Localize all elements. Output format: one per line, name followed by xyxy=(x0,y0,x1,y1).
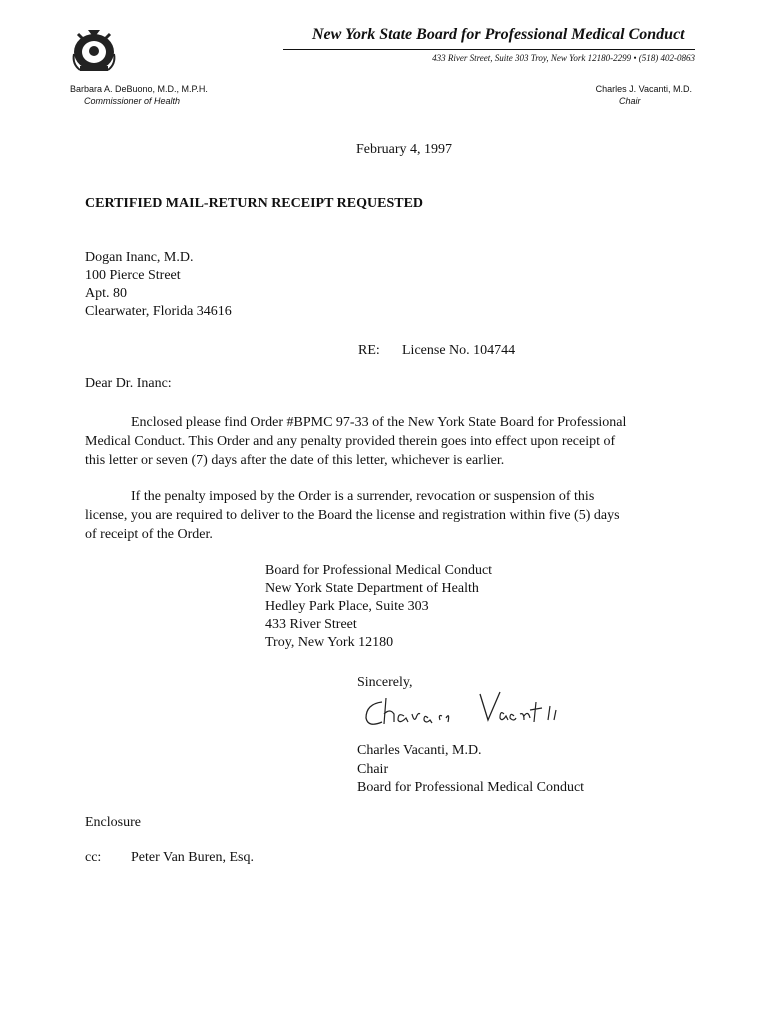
recipient-city: Clearwater, Florida 34616 xyxy=(85,304,232,319)
letter-date: February 4, 1997 xyxy=(356,142,453,157)
certified-mail-heading: CERTIFIED MAIL-RETURN RECEIPT REQUESTED xyxy=(85,196,424,211)
board-name: New York State Board for Professional Medical Conduct xyxy=(312,26,685,43)
letterhead-rule xyxy=(283,49,695,50)
paragraph-line: of receipt of the Order. xyxy=(85,527,213,542)
chair-name: Charles J. Vacanti, M.D. xyxy=(595,84,692,94)
paragraph-line: Enclosed please find Order #BPMC 97-33 of the New York State Board for Professional xyxy=(131,415,627,430)
paragraph-line: Medical Conduct. This Order and any penalty provided therein goes into effect upon receipt of xyxy=(85,434,616,449)
recipient-street: 100 Pierce Street xyxy=(85,268,181,283)
recipient-name: Dogan Inanc, M.D. xyxy=(85,250,194,265)
paragraph-line: If the penalty imposed by the Order is a surrender, revocation or suspension of this xyxy=(131,489,595,504)
closing: Sincerely, xyxy=(357,675,413,690)
delivery-address-line: Board for Professional Medical Conduct xyxy=(265,563,493,578)
paragraph-line: this letter or seven (7) days after the date of this letter, whichever is earlier. xyxy=(85,453,505,468)
state-seal-icon xyxy=(68,24,120,76)
recipient-apt: Apt. 80 xyxy=(85,286,127,301)
cc-label: cc: xyxy=(85,850,102,865)
re-label: RE: xyxy=(358,343,380,358)
signer-title: Chair xyxy=(357,762,389,777)
salutation: Dear Dr. Inanc: xyxy=(85,376,172,391)
commissioner-title: Commissioner of Health xyxy=(84,96,181,106)
paragraph-line: license, you are required to deliver to the Board the license and registration within five (5) days xyxy=(85,508,620,523)
commissioner-name: Barbara A. DeBuono, M.D., M.P.H. xyxy=(70,84,208,94)
chair-title: Chair xyxy=(619,96,641,106)
paragraph-order-enclosed xyxy=(85,413,677,470)
enclosure-note: Enclosure xyxy=(85,815,141,830)
paragraph-penalty xyxy=(85,487,677,544)
delivery-address-line: Troy, New York 12180 xyxy=(265,635,394,650)
board-address: 433 River Street, Suite 303 Troy, New York 12180-2299 • (518) 402-0863 xyxy=(432,53,695,63)
delivery-address-line: Hedley Park Place, Suite 303 xyxy=(265,599,429,614)
delivery-address-line: New York State Department of Health xyxy=(265,581,479,596)
cc-recipient: Peter Van Buren, Esq. xyxy=(131,850,254,865)
license-number: License No. 104744 xyxy=(402,343,516,358)
signer-name: Charles Vacanti, M.D. xyxy=(357,743,482,758)
delivery-address-line: 433 River Street xyxy=(265,617,357,632)
signature-image xyxy=(360,688,590,732)
signer-organization: Board for Professional Medical Conduct xyxy=(357,780,585,795)
